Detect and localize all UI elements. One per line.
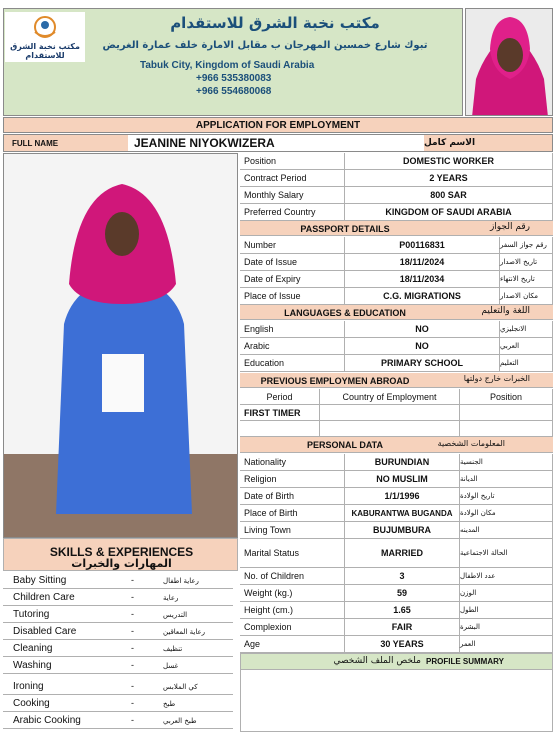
full-name-label-arabic: الاسم كامل <box>424 135 552 151</box>
personal-row-pob <box>240 505 553 522</box>
skill-mark-washing: - <box>131 660 134 670</box>
passport-value-issue: 18/11/2024 <box>345 254 500 271</box>
passport-row-issue <box>240 254 553 271</box>
skill-label-ironing: Ironing <box>13 681 44 692</box>
personal-ar-dob: تاريخ الولادة <box>460 488 553 505</box>
job-label-position: Position <box>240 153 345 170</box>
skill-row-tutoring <box>3 606 233 623</box>
personal-label-children: No. of Children <box>240 568 345 585</box>
passport-label-expiry: Date of Expiry <box>240 271 345 288</box>
languages-title-arabic: اللغة والتعليم <box>481 306 530 316</box>
lang-label-english: English <box>240 321 345 338</box>
personal-row-complexion <box>240 619 553 636</box>
abroad-title: PREVIOUS EMPLOYMEN ABROAD <box>260 375 410 386</box>
personal-value-complexion: FAIR <box>345 619 460 636</box>
logo-text: مكتب نخبة الشرق للاستقدام <box>10 42 80 60</box>
full-name-value: JEANINE NIYOKWIZERA <box>134 136 275 150</box>
personal-label-weight: Weight (kg.) <box>240 585 345 602</box>
languages-header <box>240 305 553 320</box>
personal-label-nationality: Nationality <box>240 454 345 471</box>
job-value-contract: 2 YEARS <box>345 170 553 187</box>
skill-row-baby-sitting <box>3 572 233 589</box>
headshot-photo <box>465 8 553 116</box>
passport-title: PASSPORT DETAILS <box>300 223 390 234</box>
personal-value-age: 30 YEARS <box>345 636 460 653</box>
profile-summary-label: PROFILE SUMMARY <box>426 657 504 666</box>
skill-label-arabic-cooking: Arabic Cooking <box>13 715 81 726</box>
personal-ar-pob: مكان الولادة <box>460 505 553 522</box>
job-row-position <box>240 153 553 170</box>
lang-value-education: PRIMARY SCHOOL <box>345 355 500 372</box>
full-name-row <box>3 134 553 152</box>
skill-label-children-care: Children Care <box>13 592 75 603</box>
lang-ar-english: الانجليزي <box>500 321 553 338</box>
passport-ar-issue: تاريخ الاصدار <box>500 254 553 271</box>
passport-value-place: C.G. MIGRATIONS <box>345 288 500 305</box>
languages-title: LANGUAGES & EDUCATION <box>284 307 406 318</box>
passport-row-expiry <box>240 271 553 288</box>
lang-row-education <box>240 355 553 372</box>
agency-phone-2: +966 554680068 <box>196 86 272 97</box>
personal-ar-nationality: الجنسية <box>460 454 553 471</box>
personal-ar-marital: الحالة الاجتماعية <box>460 539 553 568</box>
passport-ar-expiry: تاريخ الانتهاء <box>500 271 553 288</box>
skill-ar-washing: غسل <box>163 661 179 670</box>
skill-row-cleaning <box>3 640 233 657</box>
profile-summary-label-arabic: ملخص الملف الشخصي <box>333 656 421 666</box>
lang-label-education: Education <box>240 355 345 372</box>
lang-row-english <box>240 321 553 338</box>
agency-address-arabic: تبوك شارع خمسين المهرجان ب مقابل الامارة خلف عمارة الغريض <box>102 40 428 51</box>
skill-row-cooking <box>3 695 233 712</box>
passport-title-arabic: رقم الجواز <box>489 222 530 232</box>
abroad-row-1 <box>240 405 553 421</box>
abroad-row-2 <box>240 421 553 437</box>
job-value-position: DOMESTIC WORKER <box>345 153 553 170</box>
lang-row-arabic <box>240 338 553 355</box>
skill-mark-arabic-cooking: - <box>131 715 134 725</box>
abroad-header <box>240 373 553 388</box>
lang-label-arabic: Arabic <box>240 338 345 355</box>
passport-row-place <box>240 288 553 305</box>
personal-row-age <box>240 636 553 653</box>
abroad-columns <box>240 389 553 405</box>
skill-mark-children-care: - <box>131 592 134 602</box>
profile-summary-header <box>240 653 553 670</box>
passport-row-number <box>240 237 553 254</box>
skill-ar-children-care: رعاية <box>163 593 179 602</box>
personal-ar-religion: الديانة <box>460 471 553 488</box>
personal-label-dob: Date of Birth <box>240 488 345 505</box>
personal-header <box>240 437 553 453</box>
agency-city: Tabuk City, Kingdom of Saudi Arabia <box>140 60 315 71</box>
job-row-contract <box>240 170 553 187</box>
personal-value-children: 3 <box>345 568 460 585</box>
skills-header <box>3 538 238 571</box>
job-info-block <box>240 153 553 221</box>
skill-label-cooking: Cooking <box>13 698 50 709</box>
abroad-empty-1 <box>240 421 320 437</box>
abroad-empty-2 <box>320 421 460 437</box>
job-value-country: KINGDOM OF SAUDI ARABIA <box>345 204 553 221</box>
skill-label-disabled-care: Disabled Care <box>13 626 77 637</box>
lang-ar-education: التعليم <box>500 355 553 372</box>
job-label-contract: Contract Period <box>240 170 345 187</box>
skill-ar-arabic-cooking: طبخ العربي <box>163 716 197 725</box>
skill-ar-cleaning: تنظيف <box>163 644 183 653</box>
personal-title-arabic: المعلومات الشخصية <box>437 439 505 448</box>
skill-mark-cleaning: - <box>131 643 134 653</box>
skill-mark-baby-sitting: - <box>131 575 134 585</box>
passport-value-number: P00116831 <box>345 237 500 254</box>
skill-row-arabic-cooking <box>3 712 233 729</box>
skill-mark-disabled-care: - <box>131 626 134 636</box>
personal-label-complexion: Complexion <box>240 619 345 636</box>
skills-title: SKILLS & EXPERIENCES <box>49 545 194 559</box>
personal-value-religion: NO MUSLIM <box>345 471 460 488</box>
lang-value-arabic: NO <box>345 338 500 355</box>
personal-ar-height: الطول <box>460 602 553 619</box>
personal-value-marital: MARRIED <box>345 539 460 568</box>
personal-row-dob <box>240 488 553 505</box>
lang-ar-arabic: العربي <box>500 338 553 355</box>
skill-label-cleaning: Cleaning <box>13 643 53 654</box>
form-title: APPLICATION FOR EMPLOYMENT <box>3 117 553 133</box>
personal-row-weight <box>240 585 553 602</box>
full-body-photo <box>3 153 238 538</box>
skill-label-baby-sitting: Baby Sitting <box>13 575 67 586</box>
skill-ar-tutoring: التدريس <box>163 610 188 619</box>
full-name-label: FULL NAME <box>4 135 128 151</box>
job-label-salary: Monthly Salary <box>240 187 345 204</box>
personal-row-marital <box>240 539 553 568</box>
personal-ar-children: عدد الاطفال <box>460 568 553 585</box>
personal-value-height: 1.65 <box>345 602 460 619</box>
personal-label-height: Height (cm.) <box>240 602 345 619</box>
personal-row-nationality <box>240 454 553 471</box>
abroad-title-arabic: الخبرات خارج دولتها <box>463 374 530 383</box>
skill-row-ironing <box>3 678 233 695</box>
abroad-col-position: Position <box>460 389 553 405</box>
skill-mark-cooking: - <box>131 698 134 708</box>
passport-label-number: Number <box>240 237 345 254</box>
personal-value-weight: 59 <box>345 585 460 602</box>
skill-row-disabled-care <box>3 623 233 640</box>
personal-value-nationality: BURUNDIAN <box>345 454 460 471</box>
skill-mark-tutoring: - <box>131 609 134 619</box>
skill-row-washing <box>3 657 233 674</box>
passport-ar-number: رقم جواز السفر <box>500 237 553 254</box>
passport-ar-place: مكان الاصدار <box>500 288 553 305</box>
agency-logo <box>5 12 85 62</box>
skill-ar-cooking: طبخ <box>163 699 176 708</box>
personal-value-dob: 1/1/1996 <box>345 488 460 505</box>
personal-ar-weight: الوزن <box>460 585 553 602</box>
job-label-country: Preferred Country <box>240 204 345 221</box>
agency-phone-1: +966 535380083 <box>196 73 272 84</box>
job-row-salary <box>240 187 553 204</box>
agency-name-arabic: مكتب نخبة الشرق للاستقدام <box>170 14 380 32</box>
personal-label-religion: Religion <box>240 471 345 488</box>
personal-title: PERSONAL DATA <box>306 440 383 450</box>
personal-label-town: Living Town <box>240 522 345 539</box>
job-value-salary: 800 SAR <box>345 187 553 204</box>
skill-mark-ironing: - <box>131 681 134 691</box>
abroad-entry-position <box>460 405 553 421</box>
skill-ar-baby-sitting: رعاية اطفال <box>163 576 199 585</box>
profile-summary-body <box>240 670 553 732</box>
job-row-country <box>240 204 553 221</box>
abroad-col-period: Period <box>240 389 320 405</box>
abroad-col-country: Country of Employment <box>320 389 460 405</box>
skill-label-tutoring: Tutoring <box>13 609 50 620</box>
personal-label-pob: Place of Birth <box>240 505 345 522</box>
abroad-entry-country <box>320 405 460 421</box>
passport-label-place: Place of Issue <box>240 288 345 305</box>
skill-row-children-care <box>3 589 233 606</box>
personal-label-marital: Marital Status <box>240 539 345 568</box>
passport-header <box>240 221 553 236</box>
lang-value-english: NO <box>345 321 500 338</box>
skill-ar-disabled-care: رعاية المعاقين <box>163 627 206 636</box>
skill-ar-ironing: كي الملابس <box>163 682 198 691</box>
personal-row-children <box>240 568 553 585</box>
passport-label-issue: Date of Issue <box>240 254 345 271</box>
personal-value-town: BUJUMBURA <box>345 522 460 539</box>
personal-ar-complexion: البشرة <box>460 619 553 636</box>
personal-row-religion <box>240 471 553 488</box>
passport-value-expiry: 18/11/2034 <box>345 271 500 288</box>
personal-ar-age: العمر <box>460 636 553 653</box>
personal-row-height <box>240 602 553 619</box>
personal-value-pob: KABURANTWA BUGANDA <box>345 505 460 522</box>
personal-ar-town: المدينه <box>460 522 553 539</box>
personal-label-age: Age <box>240 636 345 653</box>
skills-title-arabic: المهارات والخبرات <box>71 557 172 570</box>
skill-label-washing: Washing <box>13 660 52 671</box>
abroad-entry: FIRST TIMER <box>240 405 320 421</box>
personal-row-town <box>240 522 553 539</box>
abroad-empty-3 <box>460 421 553 437</box>
